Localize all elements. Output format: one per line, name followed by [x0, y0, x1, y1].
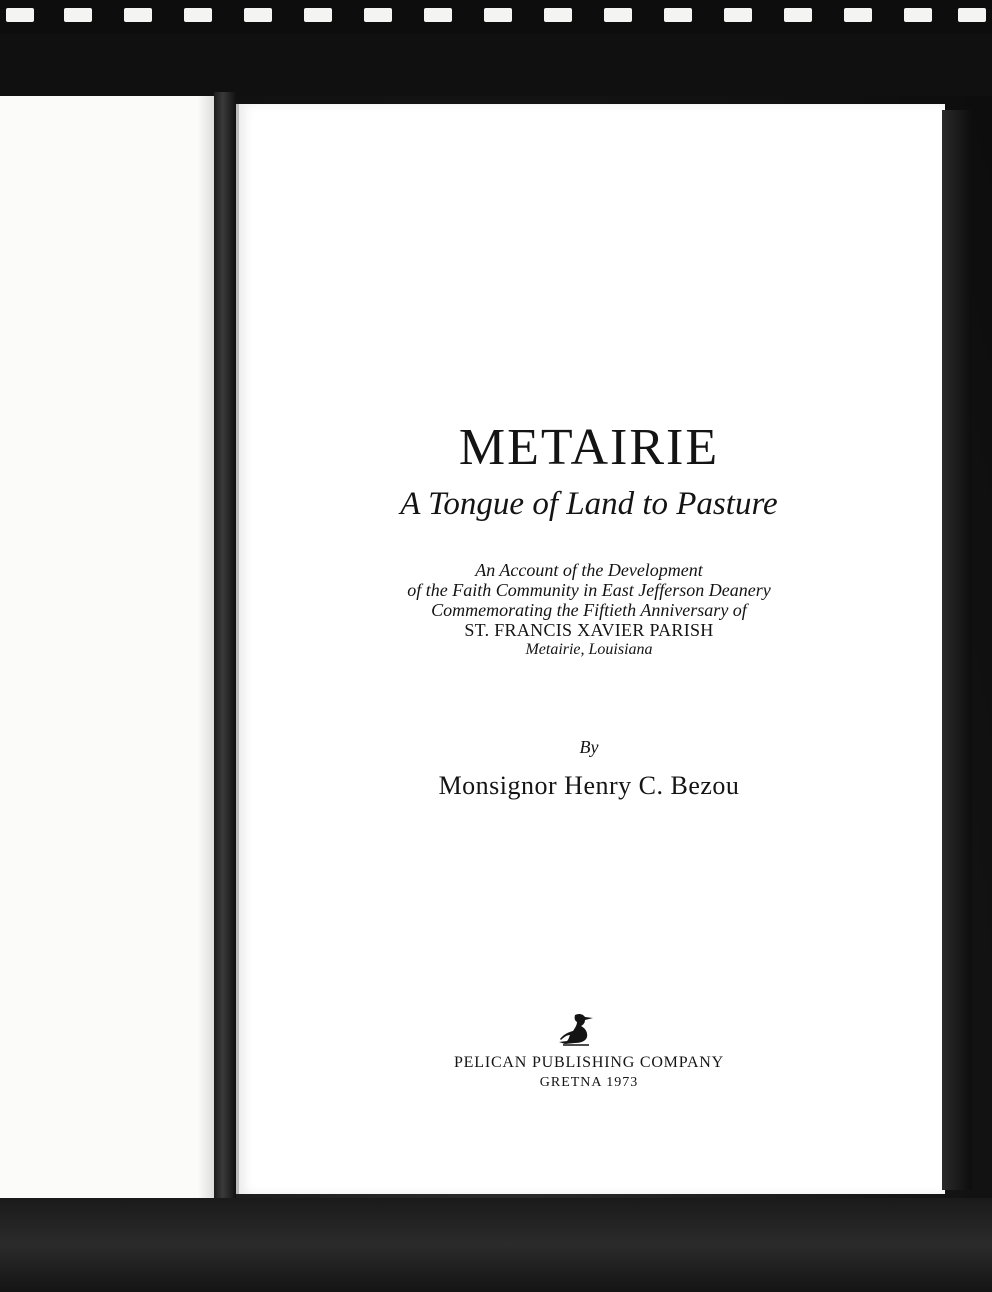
binding-hole: [664, 8, 692, 22]
binding-hole: [364, 8, 392, 22]
imprint-line: GRETNA 1973: [539, 1075, 639, 1090]
left-page-shade: [198, 96, 214, 1198]
binding-hole: [304, 8, 332, 22]
book-title: METAIRIE: [458, 419, 720, 476]
top-band: [0, 34, 992, 96]
binding-hole: [64, 8, 92, 22]
account-line: An Account of the Development: [475, 560, 703, 580]
account-line: of the Faith Community in East Jefferson Deanery: [407, 580, 771, 600]
by-label: By: [579, 737, 599, 757]
binding-hole: [544, 8, 572, 22]
pelican-logo-icon: [555, 1011, 595, 1047]
page-edge: [942, 110, 972, 1190]
account-block: [236, 560, 942, 660]
publisher-name: PELICAN PUBLISHING COMPANY: [453, 1054, 725, 1071]
binding-hole: [124, 8, 152, 22]
binding-hole: [244, 8, 272, 22]
binding-hole: [484, 8, 512, 22]
bottom-band: [0, 1198, 992, 1292]
binding-hole: [784, 8, 812, 22]
binding-hole: [6, 8, 34, 22]
binding-hole: [424, 8, 452, 22]
parish-name: ST. FRANCIS XAVIER PARISH: [464, 620, 714, 640]
book-gutter: [214, 92, 236, 1200]
left-page: [0, 96, 216, 1198]
binding-hole: [958, 8, 986, 22]
binding-hole: [844, 8, 872, 22]
spiral-binding: [0, 0, 992, 34]
book-subtitle: A Tongue of Land to Pasture: [400, 486, 778, 522]
binding-hole: [724, 8, 752, 22]
parish-location: Metairie, Louisiana: [525, 641, 653, 658]
binding-hole: [904, 8, 932, 22]
account-line: Commemorating the Fiftieth Anniversary of: [431, 600, 747, 620]
author-name: Monsignor Henry C. Bezou: [438, 771, 740, 800]
binding-hole: [604, 8, 632, 22]
title-page-content: [236, 104, 942, 1194]
binding-hole: [184, 8, 212, 22]
